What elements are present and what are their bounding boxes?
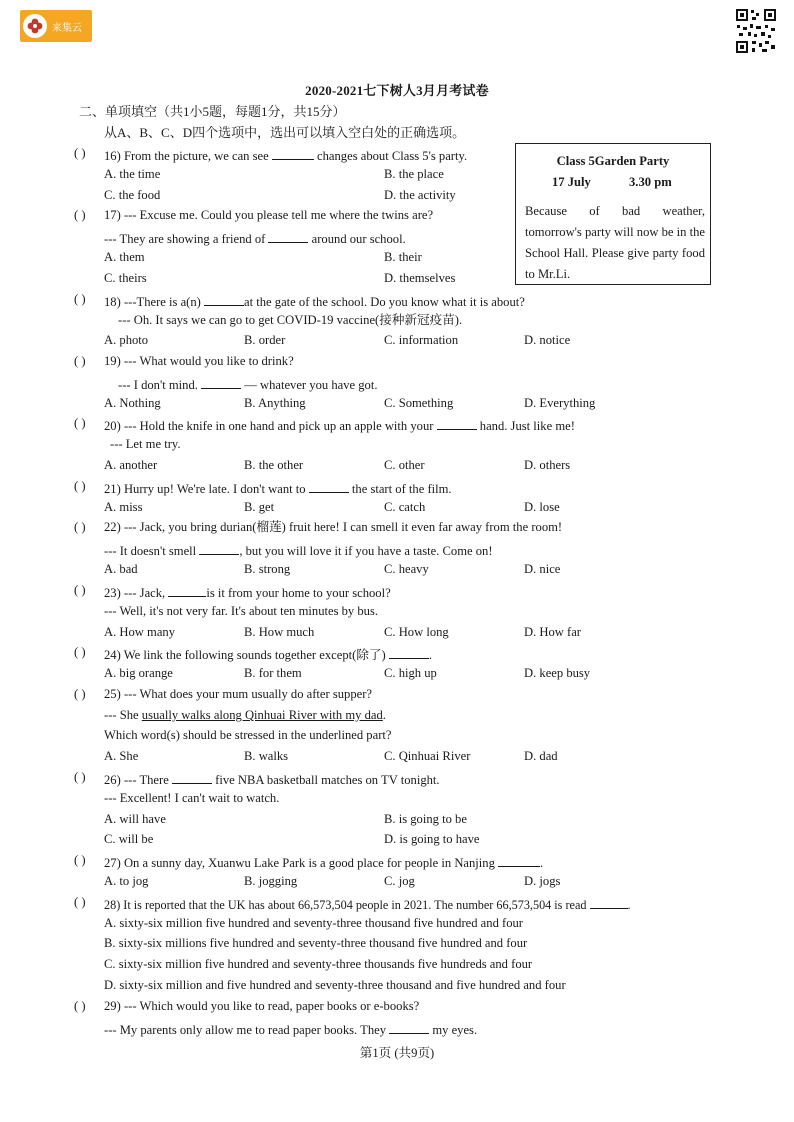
reply-23: --- Well, it's not very far. It's about ten minutes by bus. [104, 604, 379, 618]
answer-paren[interactable]: ( ) [74, 292, 86, 306]
option-26-a[interactable]: A. will have [104, 812, 166, 826]
option-17-b[interactable]: B. their [384, 250, 422, 264]
clover-icon [23, 14, 47, 38]
option-18-c[interactable]: C. information [384, 333, 459, 347]
option-20-d[interactable]: D. others [524, 458, 571, 472]
page-footer: 第1页 (共9页) [359, 1046, 435, 1060]
option-27-d[interactable]: D. jogs [524, 874, 561, 888]
question-19: 19) --- What would you like to drink? [104, 354, 294, 368]
answer-paren[interactable]: ( ) [74, 354, 86, 368]
option-18-b[interactable]: B. order [244, 333, 286, 347]
option-25-d[interactable]: D. dad [524, 749, 558, 763]
option-26-b[interactable]: B. is going to be [384, 812, 467, 826]
notice-time: 3.30 pm [629, 175, 672, 189]
option-21-a[interactable]: A. miss [104, 500, 143, 514]
option-16-a[interactable]: A. the time [104, 167, 161, 181]
option-18-d[interactable]: D. notice [524, 333, 571, 347]
option-23-d[interactable]: D. How far [524, 625, 582, 639]
answer-paren[interactable]: ( ) [74, 146, 86, 160]
option-25-b[interactable]: B. walks [244, 749, 289, 763]
notice-box [515, 143, 711, 285]
option-22-a[interactable]: A. bad [104, 562, 138, 576]
option-18-a[interactable]: A. photo [104, 333, 149, 347]
option-28-b[interactable]: B. sixty-six millions five hundred and seventy-three thousand five hundred and four [104, 936, 528, 950]
answer-paren[interactable]: ( ) [74, 770, 86, 784]
reply-19: --- I don't mind. — whatever you have got. [118, 378, 378, 392]
question-16: 16) From the picture, we can see changes about Class 5's party. [104, 149, 468, 163]
option-21-b[interactable]: B. get [244, 500, 275, 514]
option-22-c[interactable]: C. heavy [384, 562, 429, 576]
notice-date: 17 July [552, 175, 591, 189]
option-26-d[interactable]: D. is going to have [384, 832, 480, 846]
question-26: 26) --- There five NBA basketball matches on TV tonight. [104, 773, 440, 787]
option-24-a[interactable]: A. big orange [104, 666, 173, 680]
option-20-b[interactable]: B. the other [244, 458, 304, 472]
question-17: 17) --- Excuse me. Could you please tell me where the twins are? [104, 208, 434, 222]
option-22-d[interactable]: D. nice [524, 562, 561, 576]
reply-18: --- Oh. It says we can go to get COVID-19 vaccine(接种新冠疫苗). [118, 313, 463, 327]
answer-paren[interactable]: ( ) [74, 895, 86, 909]
option-24-c[interactable]: C. high up [384, 666, 437, 680]
question-20: 20) --- Hold the knife in one hand and pick up an apple with your hand. Just like me! [104, 419, 575, 433]
option-17-c[interactable]: C. theirs [104, 271, 147, 285]
question-22: 22) --- Jack, you bring durian(榴莲) fruit here! I can smell it even far away from the room! [104, 520, 563, 534]
answer-paren[interactable]: ( ) [74, 999, 86, 1013]
option-22-b[interactable]: B. strong [244, 562, 291, 576]
question-28: 28) It is reported that the UK has about 66,573,504 people in 2021. The number 66,573,504 is read . [104, 898, 631, 912]
option-19-c[interactable]: C. Something [384, 396, 454, 410]
question-18: 18) ---There is a(n) at the gate of the school. Do you know what it is about? [104, 295, 525, 309]
option-17-d[interactable]: D. themselves [384, 271, 456, 285]
option-23-b[interactable]: B. How much [244, 625, 315, 639]
option-25-c[interactable]: C. Qinhuai River [384, 749, 471, 763]
underlined-phrase: usually walks along Qinhuai River with my dad [141, 708, 383, 722]
option-17-a[interactable]: A. them [104, 250, 145, 264]
option-21-c[interactable]: C. catch [384, 500, 426, 514]
reply-26: --- Excellent! I can't wait to watch. [104, 791, 280, 805]
option-28-d[interactable]: D. sixty-six million and five hundred and seventy-three thousand and five hundred and four [104, 978, 566, 992]
page-title: 2020-2021七下树人3月月考试卷 [305, 83, 489, 98]
option-27-a[interactable]: A. to jog [104, 874, 149, 888]
question-21: 21) Hurry up! We're late. I don't want to the start of the film. [104, 482, 452, 496]
reply-20: --- Let me try. [110, 437, 181, 451]
reply-17: --- They are showing a friend of around our school. [104, 232, 406, 246]
option-24-b[interactable]: B. for them [244, 666, 302, 680]
answer-paren[interactable]: ( ) [74, 208, 86, 222]
option-16-b[interactable]: B. the place [384, 167, 444, 181]
question-24: 24) We link the following sounds together except(除了) . [104, 648, 433, 662]
option-16-c[interactable]: C. the food [104, 188, 161, 202]
question-23: 23) --- Jack, is it from your home to your school? [104, 586, 391, 600]
option-20-c[interactable]: C. other [384, 458, 425, 472]
option-26-c[interactable]: C. will be [104, 832, 154, 846]
option-16-d[interactable]: D. the activity [384, 188, 456, 202]
qr-code-icon [735, 8, 777, 54]
subquestion-25: Which word(s) should be stressed in the underlined part? [104, 728, 392, 742]
reply-29: --- My parents only allow me to read paper books. They my eyes. [104, 1023, 478, 1037]
option-19-a[interactable]: A. Nothing [104, 396, 161, 410]
reply-22: --- It doesn't smell , but you will love it if you have a taste. Come on! [104, 544, 493, 558]
option-23-c[interactable]: C. How long [384, 625, 449, 639]
option-27-c[interactable]: C. jog [384, 874, 415, 888]
option-28-c[interactable]: C. sixty-six million five hundred and seventy-three thousands five hundreds and four [104, 957, 533, 971]
section-instruction: 从A、B、C、D四个选项中，选出可以填入空白处的正确选项。 [104, 125, 466, 140]
answer-paren[interactable]: ( ) [74, 416, 86, 430]
logo-text: 来集云 [52, 22, 82, 34]
answer-paren[interactable]: ( ) [74, 520, 86, 534]
brand-logo [20, 10, 92, 42]
option-27-b[interactable]: B. jogging [244, 874, 298, 888]
option-24-d[interactable]: D. keep busy [524, 666, 591, 680]
option-25-a[interactable]: A. She [104, 749, 139, 763]
answer-paren[interactable]: ( ) [74, 853, 86, 867]
reply-25: --- She usually walks along Qinhuai River with my dad. [104, 708, 386, 722]
option-20-a[interactable]: A. another [104, 458, 158, 472]
option-19-d[interactable]: D. Everything [524, 396, 596, 410]
question-29: 29) --- Which would you like to read, paper books or e-books? [104, 999, 420, 1013]
option-19-b[interactable]: B. Anything [244, 396, 306, 410]
answer-paren[interactable]: ( ) [74, 583, 86, 597]
answer-paren[interactable]: ( ) [74, 645, 86, 659]
option-28-a[interactable]: A. sixty-six million five hundred and seventy-three thousand five hundred and four [104, 916, 523, 930]
question-27: 27) On a sunny day, Xuanwu Lake Park is a good place for people in Nanjing . [104, 856, 544, 870]
answer-paren[interactable]: ( ) [74, 479, 86, 493]
notice-title: Class 5Garden Party [556, 154, 670, 168]
option-21-d[interactable]: D. lose [524, 500, 560, 514]
option-23-a[interactable]: A. How many [104, 625, 176, 639]
question-25: 25) --- What does your mum usually do after supper? [104, 687, 373, 701]
answer-paren[interactable]: ( ) [74, 687, 86, 701]
section-heading: 二、单项填空（共1小5题，每题1分，共15分） [79, 104, 346, 119]
notice-body: Because of bad weather, tomorrow's party will now be in the School Hall. Please give party food to Mr.Li. [525, 204, 705, 281]
